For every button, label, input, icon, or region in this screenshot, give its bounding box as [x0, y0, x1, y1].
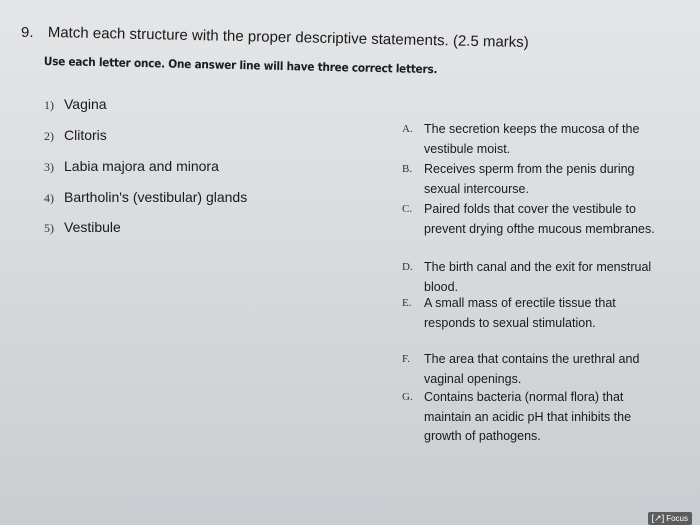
- structure-item: [44, 189, 247, 206]
- statement-letter: B.: [402, 163, 413, 175]
- statement-item: [402, 120, 692, 159]
- structure-label: Bartholin's (vestibular) glands: [64, 189, 248, 205]
- focus-label: Focus: [666, 514, 688, 523]
- statement-item: [402, 258, 692, 297]
- structure-item: [44, 219, 121, 236]
- structure-label: Clitoris: [64, 127, 107, 143]
- statement-text: The area that contains the urethral and vaginal openings.: [424, 352, 640, 386]
- statement-text: Receives sperm from the penis during sexual intercourse.: [424, 162, 635, 196]
- focus-watermark: [648, 512, 692, 525]
- structure-item: [44, 96, 107, 113]
- bracket-icon: [↗]: [651, 513, 665, 523]
- structure-label: Vagina: [64, 96, 107, 112]
- statement-item: [402, 388, 692, 447]
- structure-item: [44, 158, 219, 175]
- structure-number: 4): [44, 191, 54, 205]
- question-instruction: Use each letter once. One answer line will have three correct letters.: [43, 54, 438, 77]
- structure-number: 3): [44, 160, 54, 174]
- statement-letter: G.: [402, 391, 413, 403]
- statement-item: [402, 294, 692, 333]
- statement-letter: F.: [402, 353, 410, 365]
- statement-text: A small mass of erectile tissue that responds to sexual stimulation.: [424, 296, 616, 330]
- statement-item: [402, 350, 692, 389]
- question-number: 9.: [21, 24, 34, 41]
- statement-item: [402, 160, 692, 199]
- structure-number: 1): [44, 98, 54, 112]
- structure-label: Vestibule: [64, 219, 121, 235]
- statement-text: Contains bacteria (normal flora) that maintain an acidic pH that inhibits the growth of pathogens.: [424, 390, 632, 443]
- question-title: Match each structure with the proper descriptive statements. (2.5 marks): [47, 24, 529, 52]
- structure-label: Labia majora and minora: [64, 158, 219, 174]
- statement-letter: A.: [402, 123, 413, 135]
- statement-text: Paired folds that cover the vestibule to prevent drying ofthe mucous membranes.: [424, 202, 655, 236]
- statement-letter: C.: [402, 203, 413, 215]
- structure-number: 5): [44, 221, 54, 235]
- structure-item: [44, 127, 107, 144]
- statement-text: The birth canal and the exit for menstrual blood.: [424, 260, 652, 294]
- structure-number: 2): [44, 129, 54, 143]
- statement-letter: E.: [402, 297, 412, 309]
- statement-item: [402, 200, 692, 239]
- statement-letter: D.: [402, 261, 413, 273]
- statement-text: The secretion keeps the mucosa of the vestibule moist.: [424, 122, 640, 156]
